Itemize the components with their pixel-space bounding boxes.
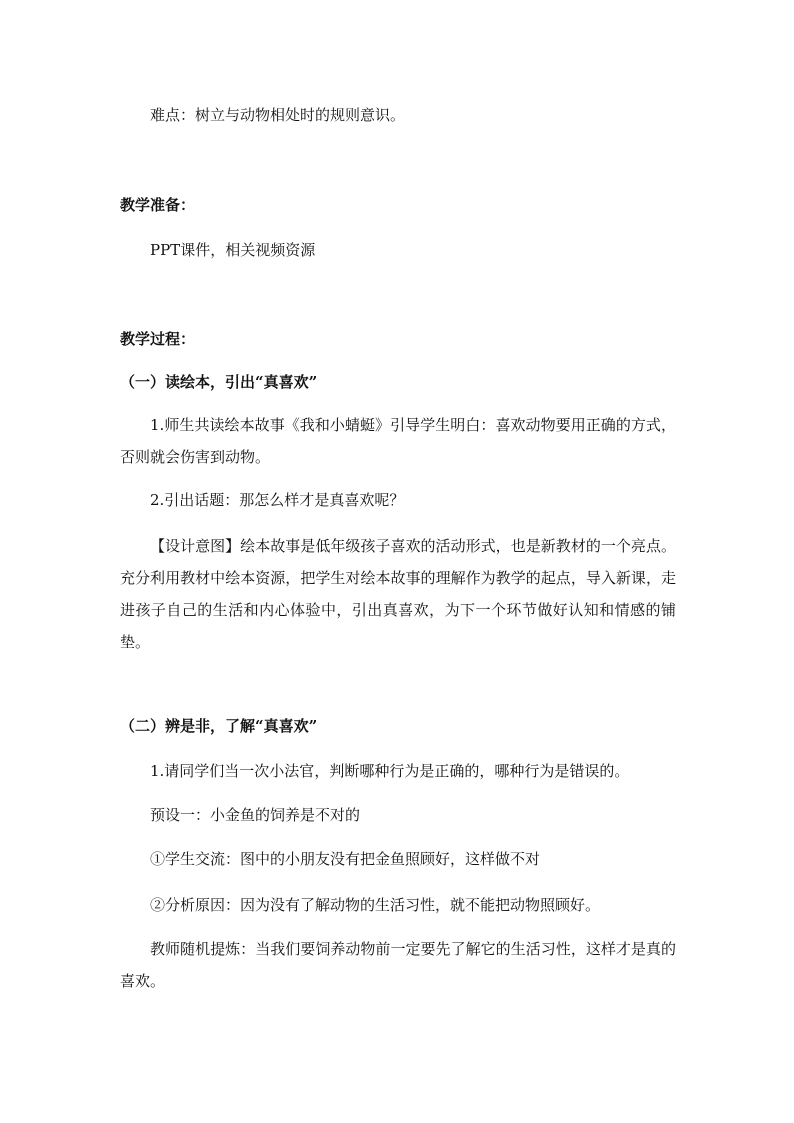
section2-item1: 1.请同学们当一次小法官，判断哪种行为是正确的，哪种行为是错误的。 xyxy=(150,762,630,780)
prep-text: PPT课件，相关视频资源 xyxy=(150,241,316,259)
step-two: ②分析原因：因为没有了解动物的生活习性，就不能把动物照顾好。 xyxy=(150,896,601,914)
process-heading: 教学过程： xyxy=(120,330,196,348)
difficulty-text: 难点：树立与动物相处时的规则意识。 xyxy=(150,106,406,124)
step-one: ①学生交流：图中的小朋友没有把金鱼照顾好，这样做不对 xyxy=(150,850,541,868)
teacher-summary: 教师随机提炼：当我们要饲养动物前一定要先了解它的生活习性，这样才是真的喜欢。 xyxy=(120,940,676,990)
preset-one: 预设一：小金鱼的饲养是不对的 xyxy=(150,806,361,824)
design-intent-paragraph: 【设计意图】绘本故事是低年级孩子喜欢的活动形式，也是新教材的一个亮点。充分利用教材中绘本资源，把学生对绘本故事的理解作为教学的起点，导入新课，走进孩子自己的生活和内心体验中，引出真喜欢，为下一个环节做好认知和情感的铺垫。 xyxy=(120,537,676,651)
section1-item1: 1.师生共读绘本故事《我和小蜻蜓》引导学生明白：喜欢动物要用正确的方式，否则就会伤害到动物。 xyxy=(120,416,676,466)
section2-heading: （二）辨是非，了解“真喜欢” xyxy=(120,717,318,735)
section1-heading: （一）读绘本，引出“真喜欢” xyxy=(120,373,318,391)
section1-item2: 2.引出话题：那怎么样才是真喜欢呢？ xyxy=(150,491,405,509)
prep-heading: 教学准备： xyxy=(120,196,196,214)
